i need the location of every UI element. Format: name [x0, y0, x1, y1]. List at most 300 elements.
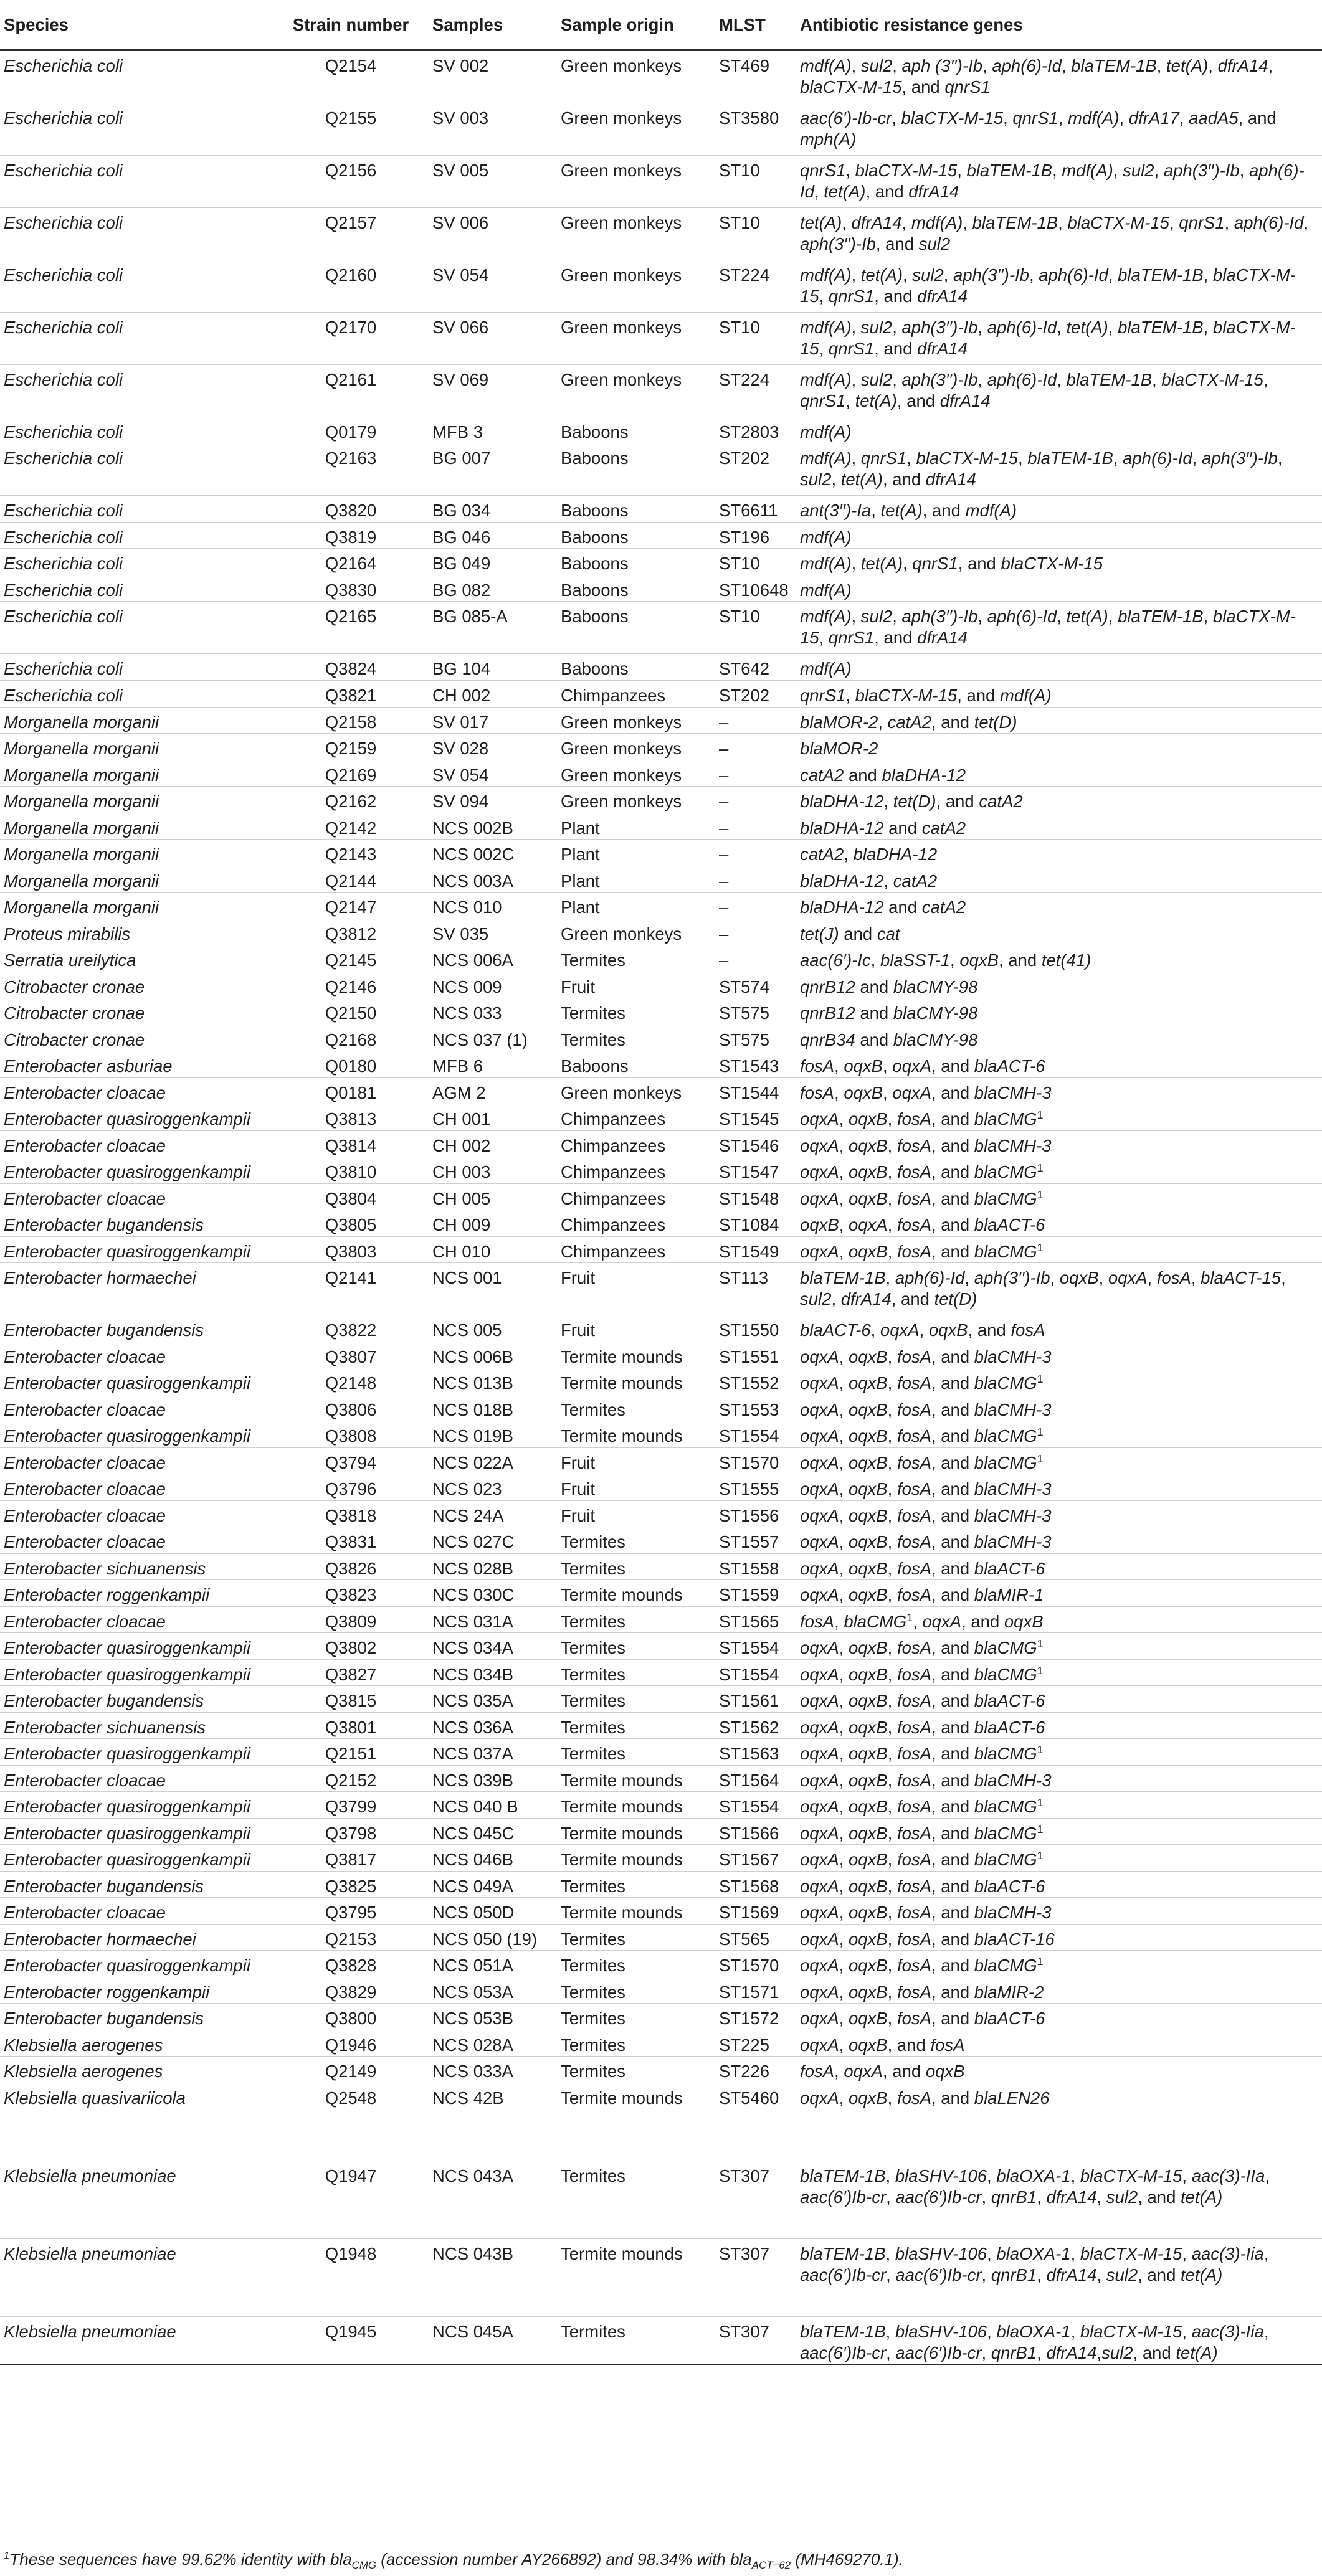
cell-species: Enterobacter quasiroggenkampii — [0, 1421, 285, 1448]
cell-resistance-genes: oqxA, oqxB, fosA, and blaCMH-3 — [796, 1342, 1322, 1368]
cell-mlst: ST1545 — [715, 1104, 796, 1131]
table-row — [0, 1686, 1322, 1713]
cell-strain-number: Q2146 — [285, 972, 429, 998]
cell-sample-origin: Green monkeys — [557, 50, 715, 103]
cell-resistance-genes: oqxA, oqxB, fosA, and blaACT-6 — [796, 1686, 1322, 1713]
cell-strain-number: Q3806 — [285, 1395, 429, 1421]
cell-strain-number: Q2142 — [285, 813, 429, 840]
cell-resistance-genes: blaDHA-12, catA2 — [796, 866, 1322, 893]
cell-mlst: ST10 — [715, 156, 796, 208]
cell-strain-number: Q3829 — [285, 1977, 429, 2004]
cell-mlst: ST1546 — [715, 1131, 796, 1157]
cell-strain-number: Q3817 — [285, 1845, 429, 1872]
cell-species: Enterobacter roggenkampii — [0, 1977, 285, 2004]
cell-sample-origin: Termites — [557, 2317, 715, 2365]
cell-mlst: ST10648 — [715, 575, 796, 602]
cell-strain-number: Q2145 — [285, 945, 429, 972]
cell-species: Enterobacter cloacae — [0, 1342, 285, 1368]
cell-samples: BG 104 — [429, 654, 557, 681]
cell-mlst: ST225 — [715, 2030, 796, 2057]
cell-samples: BG 082 — [429, 575, 557, 602]
cell-sample-origin: Chimpanzees — [557, 1237, 715, 1263]
cell-sample-origin: Termites — [557, 1607, 715, 1633]
table-row — [0, 654, 1322, 681]
cell-mlst: ST575 — [715, 1025, 796, 1051]
table-row — [0, 1527, 1322, 1554]
cell-resistance-genes: mdf(A), tet(A), sul2, aph(3′′)-Ib, aph(6)-Id, blaTEM-1B, blaCTX-M-15, qnrS1, and dfrA14 — [796, 260, 1322, 313]
cell-sample-origin: Green monkeys — [557, 708, 715, 734]
cell-mlst: ST1568 — [715, 1872, 796, 1898]
table-row — [0, 787, 1322, 813]
cell-mlst: ST1563 — [715, 1739, 796, 1766]
cell-species: Enterobacter quasiroggenkampii — [0, 1104, 285, 1131]
cell-species: Enterobacter bugandensis — [0, 1210, 285, 1237]
cell-species: Enterobacter cloacae — [0, 1766, 285, 1792]
cell-strain-number: Q2143 — [285, 840, 429, 866]
cell-strain-number: Q3799 — [285, 1792, 429, 1819]
cell-strain-number: Q3804 — [285, 1184, 429, 1210]
table-row — [0, 1607, 1322, 1633]
table-row — [0, 156, 1322, 208]
cell-samples: NCS 010 — [429, 893, 557, 919]
cell-species: Morganella morganii — [0, 813, 285, 840]
cell-species: Enterobacter hormaechei — [0, 1263, 285, 1315]
cell-strain-number: Q2153 — [285, 1925, 429, 1951]
cell-mlst: ST1553 — [715, 1395, 796, 1421]
cell-resistance-genes: mdf(A) — [796, 654, 1322, 681]
cell-samples: NCS 045C — [429, 1819, 557, 1845]
cell-species: Klebsiella pneumoniae — [0, 2239, 285, 2317]
cell-samples: NCS 003A — [429, 866, 557, 893]
cell-mlst: ST1557 — [715, 1527, 796, 1554]
cell-species: Enterobacter cloacae — [0, 1527, 285, 1554]
cell-sample-origin: Termites — [557, 1686, 715, 1713]
cell-mlst: ST1551 — [715, 1342, 796, 1368]
cell-species: Citrobacter cronae — [0, 998, 285, 1025]
cell-strain-number: Q3810 — [285, 1157, 429, 1184]
table-row — [0, 1025, 1322, 1051]
cell-mlst: ST307 — [715, 2239, 796, 2317]
cell-mlst: ST1570 — [715, 1951, 796, 1977]
cell-strain-number: Q3809 — [285, 1607, 429, 1633]
table-row — [0, 1633, 1322, 1660]
cell-resistance-genes: fosA, oqxB, oqxA, and blaACT-6 — [796, 1051, 1322, 1078]
cell-sample-origin: Termites — [557, 2161, 715, 2239]
cell-strain-number: Q1947 — [285, 2161, 429, 2239]
cell-sample-origin: Termite mounds — [557, 1819, 715, 1845]
cell-species: Enterobacter cloacae — [0, 1607, 285, 1633]
cell-sample-origin: Baboons — [557, 575, 715, 602]
cell-mlst: ST3580 — [715, 103, 796, 156]
cell-resistance-genes: aac(6′)-Ic, blaSST-1, oqxB, and tet(41) — [796, 945, 1322, 972]
cell-mlst: ST10 — [715, 602, 796, 654]
cell-sample-origin: Termites — [557, 1633, 715, 1660]
cell-mlst: ST1548 — [715, 1184, 796, 1210]
table-row — [0, 575, 1322, 602]
cell-mlst: ST1567 — [715, 1845, 796, 1872]
cell-samples: SV 054 — [429, 260, 557, 313]
cell-samples: NCS 040 B — [429, 1792, 557, 1819]
cell-mlst: ST1555 — [715, 1474, 796, 1501]
cell-strain-number: Q3813 — [285, 1104, 429, 1131]
cell-sample-origin: Termites — [557, 2030, 715, 2057]
cell-samples: NCS 050D — [429, 1898, 557, 1925]
cell-samples: BG 049 — [429, 549, 557, 575]
cell-strain-number: Q2152 — [285, 1766, 429, 1792]
cell-mlst: ST1554 — [715, 1633, 796, 1660]
cell-sample-origin: Plant — [557, 840, 715, 866]
cell-resistance-genes: mdf(A), sul2, aph(3′′)-Ib, aph(6)-Id, blaTEM-1B, blaCTX-M-15, qnrS1, tet(A), and dfrA14 — [796, 365, 1322, 417]
cell-species: Enterobacter cloacae — [0, 1078, 285, 1104]
table-row — [0, 1766, 1322, 1792]
cell-resistance-genes: qnrB12 and blaCMY-98 — [796, 998, 1322, 1025]
table-row — [0, 2030, 1322, 2057]
cell-resistance-genes: oqxA, oqxB, fosA, and blaCMH-3 — [796, 1898, 1322, 1925]
cell-samples: NCS 42B — [429, 2083, 557, 2161]
cell-mlst: ST1565 — [715, 1607, 796, 1633]
cell-sample-origin: Green monkeys — [557, 734, 715, 760]
table-row — [0, 1237, 1322, 1263]
cell-species: Escherichia coli — [0, 365, 285, 417]
cell-species: Morganella morganii — [0, 840, 285, 866]
cell-species: Enterobacter cloacae — [0, 1131, 285, 1157]
cell-species: Enterobacter bugandensis — [0, 1872, 285, 1898]
cell-species: Klebsiella quasivariicola — [0, 2083, 285, 2161]
cell-resistance-genes: oqxA, oqxB, fosA, and blaACT-6 — [796, 1872, 1322, 1898]
cell-samples: NCS 049A — [429, 1872, 557, 1898]
table-row — [0, 496, 1322, 523]
cell-strain-number: Q3802 — [285, 1633, 429, 1660]
cell-species: Escherichia coli — [0, 549, 285, 575]
cell-species: Escherichia coli — [0, 443, 285, 496]
cell-resistance-genes: oqxA, oqxB, fosA, and blaACT-6 — [796, 1554, 1322, 1580]
cell-sample-origin: Termites — [557, 2004, 715, 2030]
cell-strain-number: Q3824 — [285, 654, 429, 681]
cell-strain-number: Q2144 — [285, 866, 429, 893]
cell-mlst: ST1570 — [715, 1448, 796, 1474]
cell-samples: NCS 033A — [429, 2057, 557, 2083]
cell-strain-number: Q2163 — [285, 443, 429, 496]
table-row — [0, 1845, 1322, 1872]
table-footnote: $^1$These sequences have 99.62% identity with bla$_{CMG}$ (accession number AY266892) and 98.34% with bla$_{ACT-62}$ (MH469270.1). — [4, 2549, 903, 2572]
table-row — [0, 1977, 1322, 2004]
cell-samples: BG 007 — [429, 443, 557, 496]
cell-sample-origin: Termites — [557, 1527, 715, 1554]
cell-species: Enterobacter quasiroggenkampii — [0, 1792, 285, 1819]
table-row — [0, 813, 1322, 840]
cell-strain-number: Q3805 — [285, 1210, 429, 1237]
cell-mlst: ST1572 — [715, 2004, 796, 2030]
table-row — [0, 1739, 1322, 1766]
table-row — [0, 549, 1322, 575]
cell-samples: CH 009 — [429, 1210, 557, 1237]
table-body — [0, 50, 1322, 2365]
cell-samples: BG 034 — [429, 496, 557, 523]
cell-samples: NCS 034A — [429, 1633, 557, 1660]
cell-species: Serratia ureilytica — [0, 945, 285, 972]
cell-species: Enterobacter sichuanensis — [0, 1554, 285, 1580]
cell-sample-origin: Green monkeys — [557, 787, 715, 813]
cell-mlst: – — [715, 708, 796, 734]
cell-mlst: ST196 — [715, 523, 796, 549]
table-row — [0, 840, 1322, 866]
cell-strain-number: Q3831 — [285, 1527, 429, 1554]
cell-samples: SV 003 — [429, 103, 557, 156]
cell-resistance-genes: mdf(A) — [796, 417, 1322, 443]
cell-samples: NCS 24A — [429, 1501, 557, 1527]
cell-mlst: ST10 — [715, 208, 796, 260]
cell-mlst: ST1552 — [715, 1368, 796, 1395]
cell-samples: NCS 009 — [429, 972, 557, 998]
cell-samples: SV 028 — [429, 734, 557, 760]
table-row — [0, 734, 1322, 760]
cell-species: Citrobacter cronae — [0, 1025, 285, 1051]
cell-resistance-genes: oqxA, oqxB, fosA, and blaCMG$^1$ — [796, 1792, 1322, 1819]
cell-sample-origin: Chimpanzees — [557, 681, 715, 708]
cell-sample-origin: Termite mounds — [557, 1845, 715, 1872]
cell-mlst: – — [715, 840, 796, 866]
cell-samples: NCS 053A — [429, 1977, 557, 2004]
cell-species: Enterobacter quasiroggenkampii — [0, 1633, 285, 1660]
cell-strain-number: Q2149 — [285, 2057, 429, 2083]
cell-samples: MFB 3 — [429, 417, 557, 443]
table-row — [0, 972, 1322, 998]
cell-strain-number: Q2161 — [285, 365, 429, 417]
cell-resistance-genes: qnrS1, blaCTX-M-15, blaTEM-1B, mdf(A), sul2, aph(3′′)-Ib, aph(6)-Id, tet(A), and dfrA14 — [796, 156, 1322, 208]
cell-sample-origin: Green monkeys — [557, 103, 715, 156]
table-row — [0, 893, 1322, 919]
cell-sample-origin: Green monkeys — [557, 260, 715, 313]
cell-sample-origin: Green monkeys — [557, 208, 715, 260]
cell-resistance-genes: blaDHA-12 and catA2 — [796, 813, 1322, 840]
cell-mlst: – — [715, 945, 796, 972]
cell-sample-origin: Fruit — [557, 1315, 715, 1342]
cell-species: Enterobacter cloacae — [0, 1448, 285, 1474]
cell-species: Enterobacter quasiroggenkampii — [0, 1237, 285, 1263]
cell-strain-number: Q0181 — [285, 1078, 429, 1104]
cell-resistance-genes: blaDHA-12, tet(D), and catA2 — [796, 787, 1322, 813]
cell-species: Enterobacter quasiroggenkampii — [0, 1660, 285, 1686]
cell-strain-number: Q3803 — [285, 1237, 429, 1263]
cell-sample-origin: Termites — [557, 2057, 715, 2083]
cell-samples: SV 066 — [429, 313, 557, 365]
cell-mlst: ST1558 — [715, 1554, 796, 1580]
cell-samples: NCS 043A — [429, 2161, 557, 2239]
cell-samples: CH 003 — [429, 1157, 557, 1184]
cell-resistance-genes: mdf(A) — [796, 575, 1322, 602]
cell-species: Klebsiella pneumoniae — [0, 2161, 285, 2239]
cell-samples: NCS 033 — [429, 998, 557, 1025]
cell-sample-origin: Termite mounds — [557, 1898, 715, 1925]
table-row — [0, 1342, 1322, 1368]
cell-strain-number: Q2158 — [285, 708, 429, 734]
cell-resistance-genes: fosA, oqxB, oqxA, and blaCMH-3 — [796, 1078, 1322, 1104]
cell-samples: NCS 036A — [429, 1713, 557, 1739]
cell-species: Proteus mirabilis — [0, 919, 285, 945]
cell-resistance-genes: mdf(A), tet(A), qnrS1, and blaCTX-M-15 — [796, 549, 1322, 575]
cell-samples: NCS 037 (1) — [429, 1025, 557, 1051]
cell-samples: CH 002 — [429, 1131, 557, 1157]
cell-strain-number: Q2548 — [285, 2083, 429, 2161]
cell-species: Enterobacter quasiroggenkampii — [0, 1951, 285, 1977]
table-row — [0, 1078, 1322, 1104]
cell-sample-origin: Termite mounds — [557, 2083, 715, 2161]
cell-resistance-genes: blaMOR-2, catA2, and tet(D) — [796, 708, 1322, 734]
cell-sample-origin: Chimpanzees — [557, 1157, 715, 1184]
cell-mlst: – — [715, 893, 796, 919]
cell-sample-origin: Termite mounds — [557, 1792, 715, 1819]
cell-mlst: ST10 — [715, 313, 796, 365]
table-row — [0, 708, 1322, 734]
cell-resistance-genes: oqxA, oqxB, fosA, and blaCMG$^1$ — [796, 1951, 1322, 1977]
cell-species: Enterobacter bugandensis — [0, 2004, 285, 2030]
table-row — [0, 1819, 1322, 1845]
table-row — [0, 1501, 1322, 1527]
cell-species: Escherichia coli — [0, 654, 285, 681]
cell-samples: NCS 002B — [429, 813, 557, 840]
cell-resistance-genes: blaDHA-12 and catA2 — [796, 893, 1322, 919]
cell-strain-number: Q2159 — [285, 734, 429, 760]
cell-mlst: ST1562 — [715, 1713, 796, 1739]
cell-samples: NCS 051A — [429, 1951, 557, 1977]
cell-mlst: – — [715, 734, 796, 760]
cell-samples: NCS 018B — [429, 1395, 557, 1421]
cell-sample-origin: Plant — [557, 866, 715, 893]
table-row — [0, 1925, 1322, 1951]
cell-sample-origin: Chimpanzees — [557, 1210, 715, 1237]
cell-resistance-genes: qnrB34 and blaCMY-98 — [796, 1025, 1322, 1051]
cell-resistance-genes: tet(J) and cat — [796, 919, 1322, 945]
cell-strain-number: Q3819 — [285, 523, 429, 549]
cell-species: Citrobacter cronae — [0, 972, 285, 998]
cell-species: Escherichia coli — [0, 156, 285, 208]
table-row — [0, 1131, 1322, 1157]
cell-resistance-genes: oqxA, oqxB, fosA, and blaACT-6 — [796, 1713, 1322, 1739]
cell-samples: NCS 037A — [429, 1739, 557, 1766]
cell-species: Klebsiella aerogenes — [0, 2057, 285, 2083]
cell-sample-origin: Termites — [557, 1925, 715, 1951]
cell-species: Morganella morganii — [0, 893, 285, 919]
header-sample-origin: Sample origin — [557, 0, 715, 50]
cell-species: Morganella morganii — [0, 866, 285, 893]
table-row — [0, 1051, 1322, 1078]
table-row — [0, 1315, 1322, 1342]
cell-strain-number: Q2162 — [285, 787, 429, 813]
cell-sample-origin: Termite mounds — [557, 1580, 715, 1607]
cell-mlst: ST1543 — [715, 1051, 796, 1078]
cell-mlst: ST1559 — [715, 1580, 796, 1607]
cell-species: Escherichia coli — [0, 208, 285, 260]
cell-strain-number: Q2150 — [285, 998, 429, 1025]
table-row — [0, 1210, 1322, 1237]
cell-resistance-genes: mdf(A), qnrS1, blaCTX-M-15, blaTEM-1B, aph(6)-Id, aph(3′′)-Ib, sul2, tet(A), and dfrA14 — [796, 443, 1322, 496]
header-mlst: MLST — [715, 0, 796, 50]
cell-resistance-genes: oqxA, oqxB, and fosA — [796, 2030, 1322, 2057]
cell-resistance-genes: oqxA, oqxB, fosA, and blaMIR-1 — [796, 1580, 1322, 1607]
cell-resistance-genes: catA2 and blaDHA-12 — [796, 760, 1322, 787]
cell-sample-origin: Plant — [557, 893, 715, 919]
cell-species: Klebsiella pneumoniae — [0, 2317, 285, 2365]
cell-mlst: ST642 — [715, 654, 796, 681]
cell-mlst: ST2803 — [715, 417, 796, 443]
cell-mlst: ST202 — [715, 443, 796, 496]
cell-samples: SV 035 — [429, 919, 557, 945]
cell-resistance-genes: oqxA, oqxB, fosA, and blaCMG$^1$ — [796, 1660, 1322, 1686]
cell-strain-number: Q3830 — [285, 575, 429, 602]
table-row — [0, 945, 1322, 972]
cell-resistance-genes: oqxA, oqxB, fosA, and blaMIR-2 — [796, 1977, 1322, 2004]
cell-samples: NCS 006A — [429, 945, 557, 972]
cell-mlst: ST1549 — [715, 1237, 796, 1263]
cell-resistance-genes: oqxA, oqxB, fosA, and blaCMG$^1$ — [796, 1184, 1322, 1210]
cell-strain-number: Q2169 — [285, 760, 429, 787]
cell-resistance-genes: oqxA, oqxB, fosA, and blaCMH-3 — [796, 1395, 1322, 1421]
cell-resistance-genes: oqxA, oqxB, fosA, and blaCMH-3 — [796, 1527, 1322, 1554]
cell-species: Enterobacter asburiae — [0, 1051, 285, 1078]
cell-mlst: ST224 — [715, 365, 796, 417]
cell-samples: SV 005 — [429, 156, 557, 208]
cell-strain-number: Q1945 — [285, 2317, 429, 2365]
table-row — [0, 1580, 1322, 1607]
cell-resistance-genes: oqxB, oqxA, fosA, and blaACT-6 — [796, 1210, 1322, 1237]
cell-sample-origin: Green monkeys — [557, 156, 715, 208]
cell-species: Enterobacter cloacae — [0, 1898, 285, 1925]
cell-mlst: – — [715, 919, 796, 945]
cell-mlst: ST10 — [715, 549, 796, 575]
cell-resistance-genes: oqxA, oqxB, fosA, and blaCMG$^1$ — [796, 1819, 1322, 1845]
cell-species: Enterobacter sichuanensis — [0, 1713, 285, 1739]
cell-strain-number: Q3826 — [285, 1554, 429, 1580]
cell-resistance-genes: oqxA, oqxB, fosA, and blaCMG$^1$ — [796, 1368, 1322, 1395]
table-row — [0, 2239, 1322, 2317]
cell-species: Enterobacter bugandensis — [0, 1315, 285, 1342]
cell-mlst: ST202 — [715, 681, 796, 708]
cell-species: Escherichia coli — [0, 313, 285, 365]
cell-strain-number: Q2165 — [285, 602, 429, 654]
cell-sample-origin: Termites — [557, 1395, 715, 1421]
cell-sample-origin: Termites — [557, 1977, 715, 2004]
cell-species: Enterobacter quasiroggenkampii — [0, 1157, 285, 1184]
cell-resistance-genes: blaTEM-1B, aph(6)-Id, aph(3′′)-Ib, oqxB, oqxA, fosA, blaACT-15, sul2, dfrA14, and tet(D) — [796, 1263, 1322, 1315]
cell-strain-number: Q3822 — [285, 1315, 429, 1342]
table-row — [0, 1157, 1322, 1184]
table-row — [0, 1421, 1322, 1448]
cell-sample-origin: Baboons — [557, 523, 715, 549]
cell-strain-number: Q3801 — [285, 1713, 429, 1739]
cell-samples: MFB 6 — [429, 1051, 557, 1078]
cell-sample-origin: Baboons — [557, 602, 715, 654]
table-row — [0, 365, 1322, 417]
cell-species: Morganella morganii — [0, 760, 285, 787]
cell-sample-origin: Termites — [557, 1660, 715, 1686]
cell-mlst: ST469 — [715, 50, 796, 103]
cell-resistance-genes: mdf(A) — [796, 523, 1322, 549]
cell-strain-number: Q3796 — [285, 1474, 429, 1501]
cell-mlst: ST6611 — [715, 496, 796, 523]
cell-strain-number: Q3808 — [285, 1421, 429, 1448]
cell-samples: NCS 002C — [429, 840, 557, 866]
cell-samples: BG 046 — [429, 523, 557, 549]
cell-sample-origin: Baboons — [557, 496, 715, 523]
cell-strain-number: Q2160 — [285, 260, 429, 313]
cell-resistance-genes: oqxA, oqxB, fosA, and blaCMG$^1$ — [796, 1237, 1322, 1263]
cell-mlst: ST1566 — [715, 1819, 796, 1845]
cell-strain-number: Q3827 — [285, 1660, 429, 1686]
cell-strain-number: Q2151 — [285, 1739, 429, 1766]
cell-samples: NCS 005 — [429, 1315, 557, 1342]
cell-samples: NCS 053B — [429, 2004, 557, 2030]
cell-samples: NCS 023 — [429, 1474, 557, 1501]
